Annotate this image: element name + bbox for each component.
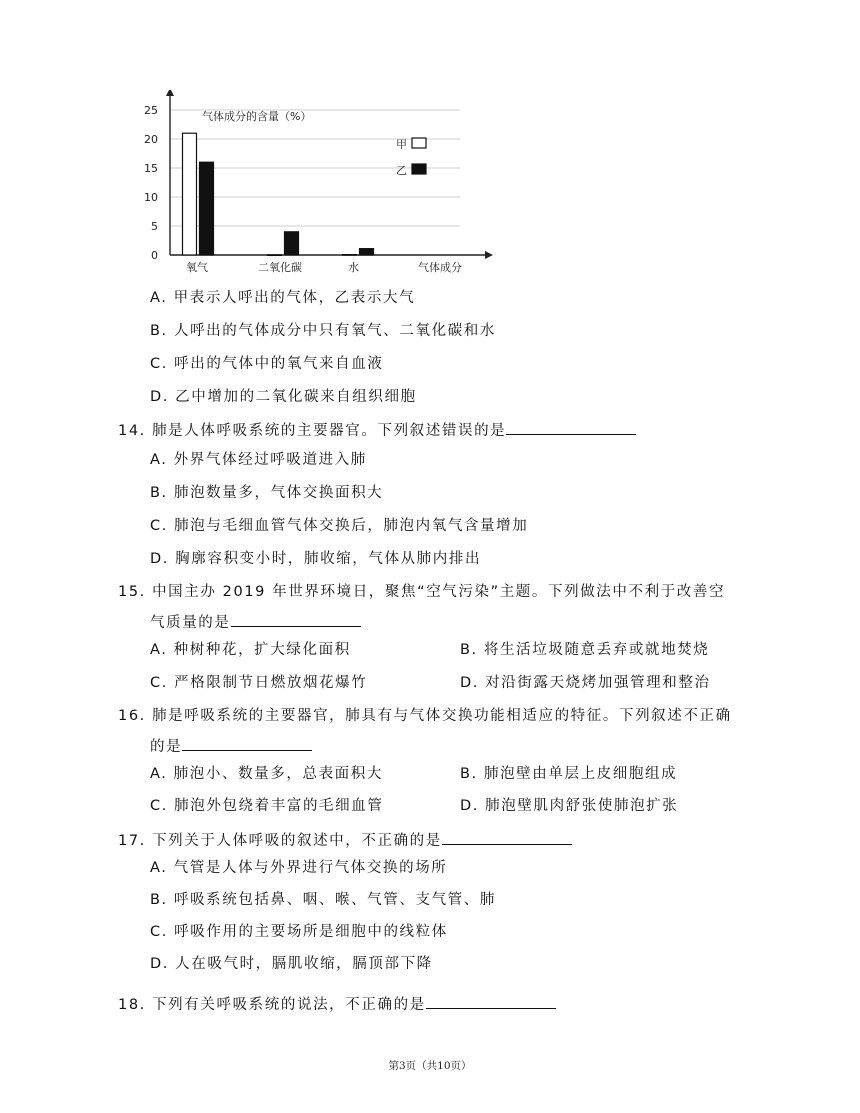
x-category-label: 二氧化碳 xyxy=(258,261,302,274)
y-tick-label: 15 xyxy=(144,162,158,175)
x-category-label: 氧气 xyxy=(186,261,208,274)
q16-stem-line1: 16. 肺是呼吸系统的主要器官，肺具有与气体交换功能相适应的特征。下列叙述不正确 xyxy=(118,708,732,724)
q13-option-d: D. 乙中增加的二氧化碳来自组织细胞 xyxy=(150,389,417,405)
q16-option-d: D. 肺泡壁肌肉舒张使肺泡扩张 xyxy=(460,798,679,814)
q13-option-c: C. 呼出的气体中的氧气来自血液 xyxy=(150,356,384,372)
legend-swatch xyxy=(412,138,426,148)
q17-option-b: B. 呼吸系统包括鼻、咽、喉、气管、支气管、肺 xyxy=(150,892,496,908)
bar-乙-二氧化碳 xyxy=(285,232,299,255)
q14-option-a: A. 外界气体经过呼吸道进入肺 xyxy=(150,452,367,468)
q16-option-b: B. 肺泡壁由单层上皮细胞组成 xyxy=(460,766,678,782)
q15-stem-line2 xyxy=(150,612,361,633)
q14-answer-blank[interactable] xyxy=(506,420,636,435)
bar-甲-水 xyxy=(343,255,357,256)
q16-answer-blank[interactable] xyxy=(182,736,312,751)
y-tick-label: 5 xyxy=(151,220,158,233)
legend-label: 乙 xyxy=(396,164,407,177)
q13-option-b: B. 人呼出的气体成分中只有氧气、二氧化碳和水 xyxy=(150,323,496,339)
legend-swatch xyxy=(412,164,426,174)
chart-title: 气体成分的含量（%） xyxy=(202,110,312,123)
q15-option-a: A. 种树种花，扩大绿化面积 xyxy=(150,642,351,658)
y-tick-label: 20 xyxy=(144,133,158,146)
q15-option-c: C. 严格限制节日燃放烟花爆竹 xyxy=(150,675,368,691)
chart-bars xyxy=(183,133,374,255)
q16-stem-tail: 的是 xyxy=(150,739,183,755)
q14-stem: 14. 肺是人体呼吸系统的主要器官。下列叙述错误的是 xyxy=(118,423,507,439)
legend-label: 甲 xyxy=(396,138,407,151)
q17-option-a: A. 气管是人体与外界进行气体交换的场所 xyxy=(150,860,448,876)
chart-legend xyxy=(396,138,426,177)
q15-stem-tail: 气质量的是 xyxy=(150,615,231,631)
y-tick-label: 25 xyxy=(144,104,158,117)
q16-stem-line2 xyxy=(150,736,312,757)
bar-乙-水 xyxy=(360,249,374,255)
q13-option-a: A. 甲表示人呼出的气体，乙表示大气 xyxy=(150,290,416,306)
q15-option-d: D. 对沿街露天烧烤加强管理和整治 xyxy=(460,675,711,691)
q14-option-c: C. 肺泡与毛细血管气体交换后，肺泡内氧气含量增加 xyxy=(150,518,529,534)
x-axis-label: 气体成分 xyxy=(418,261,462,274)
y-tick-labels xyxy=(144,104,158,262)
q16-option-c: C. 肺泡外包绕着丰富的毛细血管 xyxy=(150,798,384,814)
q14-stem-line xyxy=(118,420,636,441)
q18-stem: 18. 下列有关呼吸系统的说法，不正确的是 xyxy=(118,997,426,1013)
q18-answer-blank[interactable] xyxy=(426,994,556,1009)
q14-option-d: D. 胸廓容积变小时，肺收缩，气体从肺内排出 xyxy=(150,551,482,567)
q18-stem-line xyxy=(118,994,556,1015)
bar-甲-氧气 xyxy=(183,133,197,255)
q17-stem-line xyxy=(118,830,572,851)
y-tick-label: 10 xyxy=(144,191,158,204)
q17-option-c: C. 呼吸作用的主要场所是细胞中的线粒体 xyxy=(150,924,448,940)
x-category-labels xyxy=(186,260,359,274)
q15-option-b: B. 将生活垃圾随意丢弃或就地焚烧 xyxy=(460,642,710,658)
gas-composition-chart xyxy=(140,90,500,280)
q15-stem-line1: 15. 中国主办 2019 年世界环境日，聚焦“空气污染”主题。下列做法中不利于改善空 xyxy=(118,584,726,600)
q15-answer-blank[interactable] xyxy=(231,612,361,627)
y-tick-label: 0 xyxy=(151,249,158,262)
q14-option-b: B. 肺泡数量多，气体交换面积大 xyxy=(150,485,384,501)
q17-stem: 17. 下列关于人体呼吸的叙述中，不正确的是 xyxy=(118,833,442,849)
page-footer: 第3页（共10页） xyxy=(388,1060,472,1072)
bar-甲-二氧化碳 xyxy=(268,255,282,256)
bar-乙-氧气 xyxy=(200,162,214,255)
q17-answer-blank[interactable] xyxy=(442,830,572,845)
q17-option-d: D. 人在吸气时，膈肌收缩，膈顶部下降 xyxy=(150,956,433,972)
x-category-label: 水 xyxy=(348,261,359,274)
q16-option-a: A. 肺泡小、数量多，总表面积大 xyxy=(150,766,383,782)
